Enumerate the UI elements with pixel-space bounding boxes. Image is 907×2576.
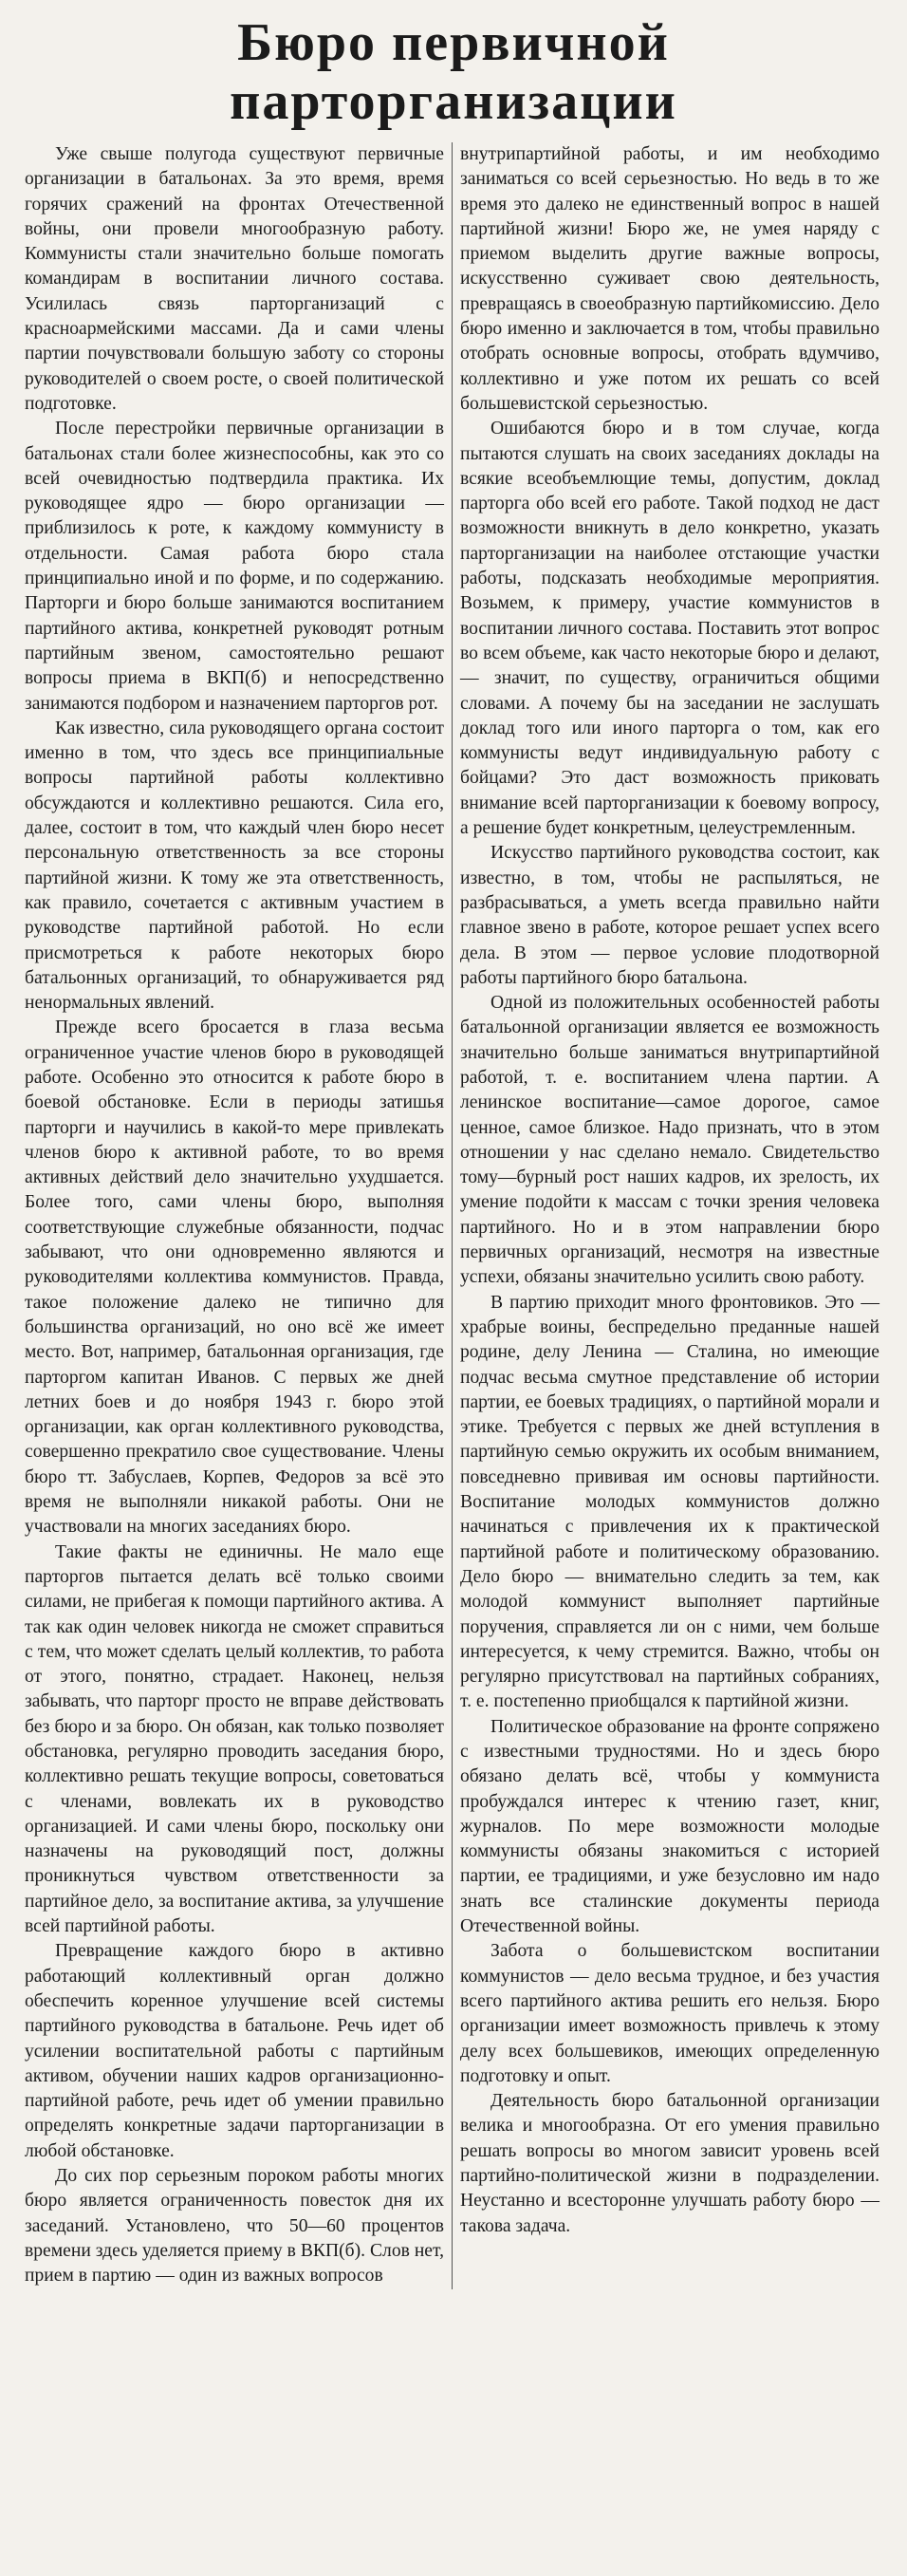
paragraph: В партию приходит много фронтовиков. Это — храбрые воины, беспредельно преданные нашей родине, делу Ленина — Сталина, но имеющие подчас весьма смутное представление об истории партии, ее боевых традициях, о партийной морали и этике. Требуется с первых же дней вступления в партийную семью окружить их особым вниманием, повседневно прививая им основы партийности. Воспитание молодых коммунистов должно начинаться с привлечения их к практической партийной работе и политическому образованию. Дело бюро — внимательно следить за тем, как молодой коммунист выполняет партийные поручения, справляется ли он с ними, чем больше интересуется, к чему стремится. Важно, чтобы он регулярно присутствовал на партийных собраниях, т. е. постепенно приобщался к партийной жизни. [460, 1292, 879, 1712]
article-headline [25, 13, 882, 131]
paragraph: После перестройки первичные организации в батальонах стали более жизнеспособны, как это со всей очевидностью подтвердила практика. Их руководящее ядро — бюро организации — приблизилось к роте, к каждому коммунисту в отдельности. Самая работа бюро стала принципиально иной и по форме, и по содержанию. Парторги и бюро больше занимаются воспитанием партийного актива, конкретней руководят ротным партийным звеном, самостоятельно решают вопросы приема в ВКП(б) и непосредственно занимаются подбором и назначением парторгов рот. [25, 419, 444, 714]
headline-line-1: Бюро первичной [237, 13, 670, 72]
paragraph: До сих пор серьезным пороком работы многих бюро является ограниченность повесток дня их заседаний. Установлено, что 50—60 процентов времени здесь уделяется приему в ВКП(б). Слов нет, прием в партию — один из важных вопросов [25, 2166, 444, 2287]
paragraph: Прежде всего бросается в глаза весьма ограниченное участие членов бюро в руководящей работе. Особенно это относится к работе бюро в боевой обстановке. Если в периоды затишья парторги и научились в какой-то мере привлекать членов бюро к активной работе, то во время активных действий дело значительно ухудшается. Более того, сами члены бюро, выполняя соответствующие служебные обязанности, подчас забывают, что они одновременно являются и руководителями коллектива коммунистов. Правда, такое положение далеко не типично для большинства организаций, но оно всё же имеет место. Вот, например, батальонная организация, где парторгом капитан Иванов. С первых же дней летних боев и до ноября 1943 г. бюро этой организации, как орган коллективного руководства, совершенно прекратило свое существование. Члены бюро тт. Забуслаев, Корпев, Федоров за всё это время не выполняли никакой работы. Они не участвовали на многих заседаниях бюро. [25, 1017, 444, 1538]
paragraph: Забота о большевистском воспитании коммунистов — дело весьма трудное, и без участия всего партийного актива решить его нельзя. Бюро организации имеет возможность привлечь к этому делу всех большевиков, имеющих определенную подготовку и опыт. [460, 1941, 879, 2086]
left-column [25, 142, 453, 2289]
paragraph: Деятельность бюро батальонной организации велика и многообразна. От его умения правильно решать вопросы во многом зависит уровень всей партийно-политической жизни в подразделении. Неустанно и всесторонне улучшать работу бюро — такова задача. [460, 2091, 879, 2236]
paragraph: Такие факты не единичны. Не мало еще парторгов пытается делать всё только своими силами, не прибегая к помощи партийного актива. А так как один человек никогда не сможет справиться с тем, что может сделать целый коллектив, то работа от этого, понятно, страдает. Наконец, нельзя забывать, что парторг просто не вправе действовать без бюро и за бюро. Он обязан, как только позволяет обстановка, регулярно проводить заседания бюро, коллективно решать текущие вопросы, советоваться с членами, вовлекать их в руководство организацией. И сами члены бюро, поскольку они назначены на руководящий пост, должны проникнуться чувством ответственности за партийное дело, за воспитание актива, за улучшение всей партийной работы. [25, 1541, 444, 1937]
paragraph: Превращение каждого бюро в активно работающий коллективный орган должно обеспечить коренное улучшение всей системы партийного руководства в батальоне. Речь идет об усилении воспитательной работы с партийным активом, обучении наших кадров организационно-партийной работе, речь идет об умении правильно определять конкретные задачи парторганизации в любой обстановке. [25, 1941, 444, 2161]
paragraph: Ошибаются бюро и в том случае, когда пытаются слушать на своих заседаниях доклады на всякие всеобъемлющие темы, допустим, доклад парторга обо всей его работе. Такой подход не даст возможности вникнуть в дело конкретно, указать парторганизации на наиболее отстающие участки работы, подсказать необходимые мероприятия. Возьмем, к примеру, участие коммунистов в воспитании личного состава. Поставить этот вопрос во всем объеме, как часто некоторые бюро и делают, — значит, по существу, ограничиться общими словами. А почему бы на заседании не заслушать доклад того или иного парторга о том, как его коммунисты ведут индивидуальную работу с бойцами? Это даст возможность приковать внимание всей парторганизации к боевому вопросу, а решение будет конкретным, целеустремленным. [460, 419, 879, 839]
paragraph: Уже свыше полугода существуют первичные организации в батальонах. За это время, время горячих сражений на фронтах Отечественной войны, они провели многообразную работу. Коммунисты стали значительно больше помогать командирам в воспитании личного состава. Усилилась связь парторганизаций с красноармейскими массами. Да и сами члены партии почувствовали большую заботу со стороны руководителей о своем росте, о своей политической подготовке. [25, 144, 444, 414]
paragraph: внутрипартийной работы, и им необходимо заниматься со всей серьезностью. Но ведь в то же время это далеко не единственный вопрос в нашей партийной жизни! Бюро же, не умея наряду с приемом выделить другие важные вопросы, искусственно суживает свою деятельность, превращаясь в своеобразную партийкомиссию. Дело бюро именно и заключается в том, чтобы правильно отобрать основные вопросы, отобрать вдумчиво, коллективно и уже потом их решать со всей большевистской серьезностью. [460, 144, 879, 414]
right-column [453, 142, 879, 2289]
paragraph: Политическое образование на фронте сопряжено с известными трудностями. Но и здесь бюро обязано делать всё, чтобы у коммуниста пробуждался интерес к чтению газет, книг, журналов. По мере возможности молодые коммунисты обязаны знакомиться с историей партии, ее традициями, и уже безусловно им надо знать все сталинские документы периода Отечественной войны. [460, 1716, 879, 1937]
paragraph: Одной из положительных особенностей работы батальонной организации является ее возможность значительно больше заниматься внутрипартийной работой, т. е. воспитанием члена партии. А ленинское воспитание—самое дорогое, самое ценное, самое близкое. Надо признать, что в этом отношении у нас сделано немало. Свидетельство тому—бурный рост наших кадров, их зрелость, их умение подойти к массам с точки зрения человека партийного. Но и в этом направлении бюро первичных организаций, несмотря на известные успехи, обязаны значительно усилить свою работу. [460, 993, 879, 1288]
article-body [25, 142, 882, 2289]
paragraph: Искусство партийного руководства состоит, как известно, в том, чтобы не распыляться, не разбрасываться, а уметь всегда правильно найти главное звено в работе, которое решает успех всего дела. В этом — первое условие плодотворной работы партийного бюро батальона. [460, 843, 879, 988]
headline-line-2: парторганизации [230, 72, 677, 131]
paragraph: Как известно, сила руководящего органа состоит именно в том, что здесь все принципиальные вопросы партийной работы коллективно обсуждаются и коллективно решаются. Сила его, далее, состоит в том, что каждый член бюро несет персональную ответственность за все стороны партийной жизни. К тому же эта ответственность, как правило, сочетается с активным участием в руководстве партийной работой. Но если присмотреться к работе некоторых бюро батальонных организаций, то обнаруживается ряд ненормальных явлений. [25, 718, 444, 1014]
